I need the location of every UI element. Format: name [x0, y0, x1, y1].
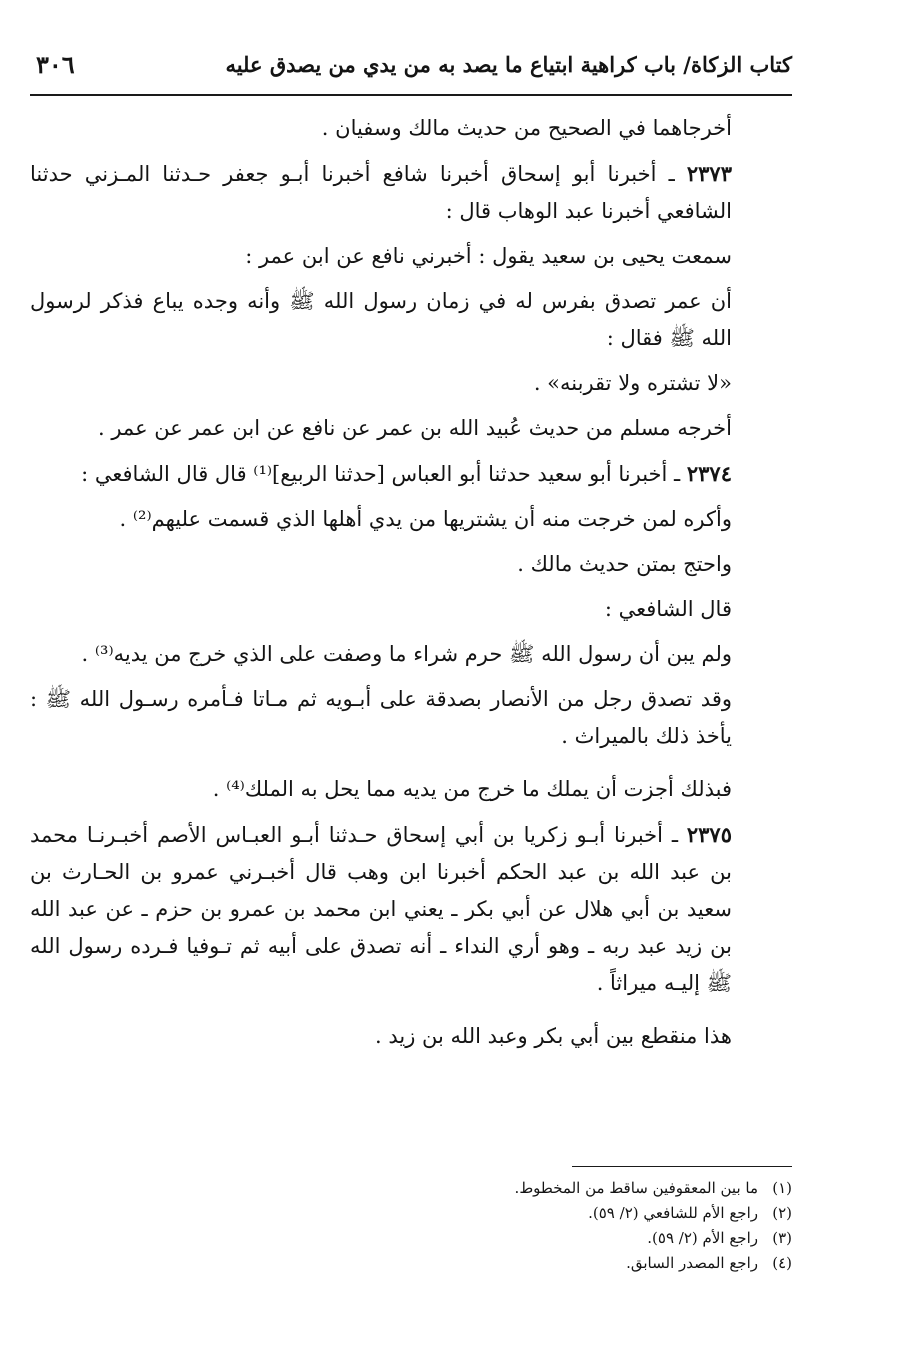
footnote-3 — [132, 1226, 792, 1251]
paragraph-1: أخرجاهما في الصحيح من حديث مالك وسفيان . — [321, 116, 732, 140]
footnote-number: (٤) — [772, 1254, 792, 1272]
page-number: ٣٠٦ — [36, 50, 75, 79]
main-text — [30, 110, 792, 1063]
hadith-number: ٢٣٧٥ — [686, 822, 732, 847]
paragraph-9: واحتج بمتن حديث مالك . — [517, 552, 732, 576]
hadith-text: ـ أخبرنا أبو سعيد حدثنا أبو العباس [حدثنا الربيع]⁽¹⁾ قال قال الشافعي : — [81, 462, 687, 486]
footnote-1 — [132, 1176, 792, 1201]
running-header — [30, 46, 792, 96]
footnote-text: ما بين المعقوفين ساقط من المخطوط. — [514, 1179, 758, 1197]
paragraph-4: أن عمر تصدق بفرس له في زمان رسول الله ﷺ وأنه وجده يباع فذكر لرسول الله ﷺ فقال : — [30, 289, 732, 350]
footnote-text: راجع المصدر السابق. — [626, 1254, 758, 1272]
paragraph-11: ولم يبن أن رسول الله ﷺ حرم شراء ما وصفت على الذي خرج من يديه⁽³⁾ . — [81, 642, 732, 666]
hadith-2374 — [30, 455, 792, 493]
footnote-4 — [132, 1251, 792, 1276]
paragraph-13: فبذلك أجزت أن يملك ما خرج من يديه مما يحل به الملك⁽⁴⁾ . — [212, 777, 732, 801]
footnote-text: راجع الأم للشافعي (٢/ ٥٩). — [588, 1204, 758, 1222]
hadith-text: ـ أخبرنا أبو إسحاق أخبرنا شافع أخبرنا أبـو جعفر حـدثنا المـزني حدثنا الشافعي أخبرنا عبد الوهاب قال : — [30, 162, 732, 223]
footnote-text: راجع الأم (٢/ ٥٩). — [647, 1229, 758, 1247]
paragraph-12: وقد تصدق رجل من الأنصار بصدقة على أبـويه ثم مـاتا فـأمره رسـول الله ﷺ : يأخذ ذلك بالميراث . — [30, 687, 732, 748]
hadith-2373 — [30, 155, 792, 230]
paragraph-15: هذا منقطع بين أبي بكر وعبد الله بن زيد . — [375, 1024, 732, 1048]
paragraph-8: وأكره لمن خرجت منه أن يشتريها من يدي أهلها الذي قسمت عليهم⁽²⁾ . — [119, 507, 732, 531]
footnote-number: (٣) — [772, 1229, 792, 1247]
footnote-number: (١) — [772, 1179, 792, 1197]
hadith-number: ٢٣٧٤ — [686, 461, 732, 486]
footnote-separator — [572, 1166, 792, 1167]
footnote-2 — [132, 1201, 792, 1226]
footnotes — [132, 1176, 792, 1276]
footnote-number: (٢) — [772, 1204, 792, 1222]
paragraph-6: أخرجه مسلم من حديث عُبيد الله بن عمر عن نافع عن ابن عمر عن عمر . — [97, 416, 732, 440]
paragraph-10: قال الشافعي : — [604, 597, 732, 621]
paragraph-5: «لا تشتره ولا تقربنه» . — [533, 371, 732, 395]
hadith-number: ٢٣٧٣ — [686, 161, 732, 186]
chapter-title: كتاب الزكاة/ باب كراهية ابتياع ما يصد به من يدي من يصدق عليه — [225, 52, 792, 77]
paragraph-3: سمعت يحيى بن سعيد يقول : أخبرني نافع عن ابن عمر : — [245, 244, 732, 268]
hadith-2375 — [30, 816, 792, 1002]
hadith-text: ـ أخبرنا أبـو زكريا بن أبي إسحاق حـدثنا أبـو العبـاس الأصم أخبـرنـا محمد بن عبد الله بن عبد الحكم أخبرنا ابن وهب قال أخبـرني عمرو بن الحـارث بن سعيد بن أبي هلال عن أبي بكر ـ يعني ابن محمد بن عمرو بن حزم ـ عن عبد الله بن زيد عبد ربه ـ وهو أري النداء ـ أنه تصدق على أبيه ثم تـوفيا فـرده رسول الله ﷺ إليـه ميراثاً . — [30, 823, 732, 995]
